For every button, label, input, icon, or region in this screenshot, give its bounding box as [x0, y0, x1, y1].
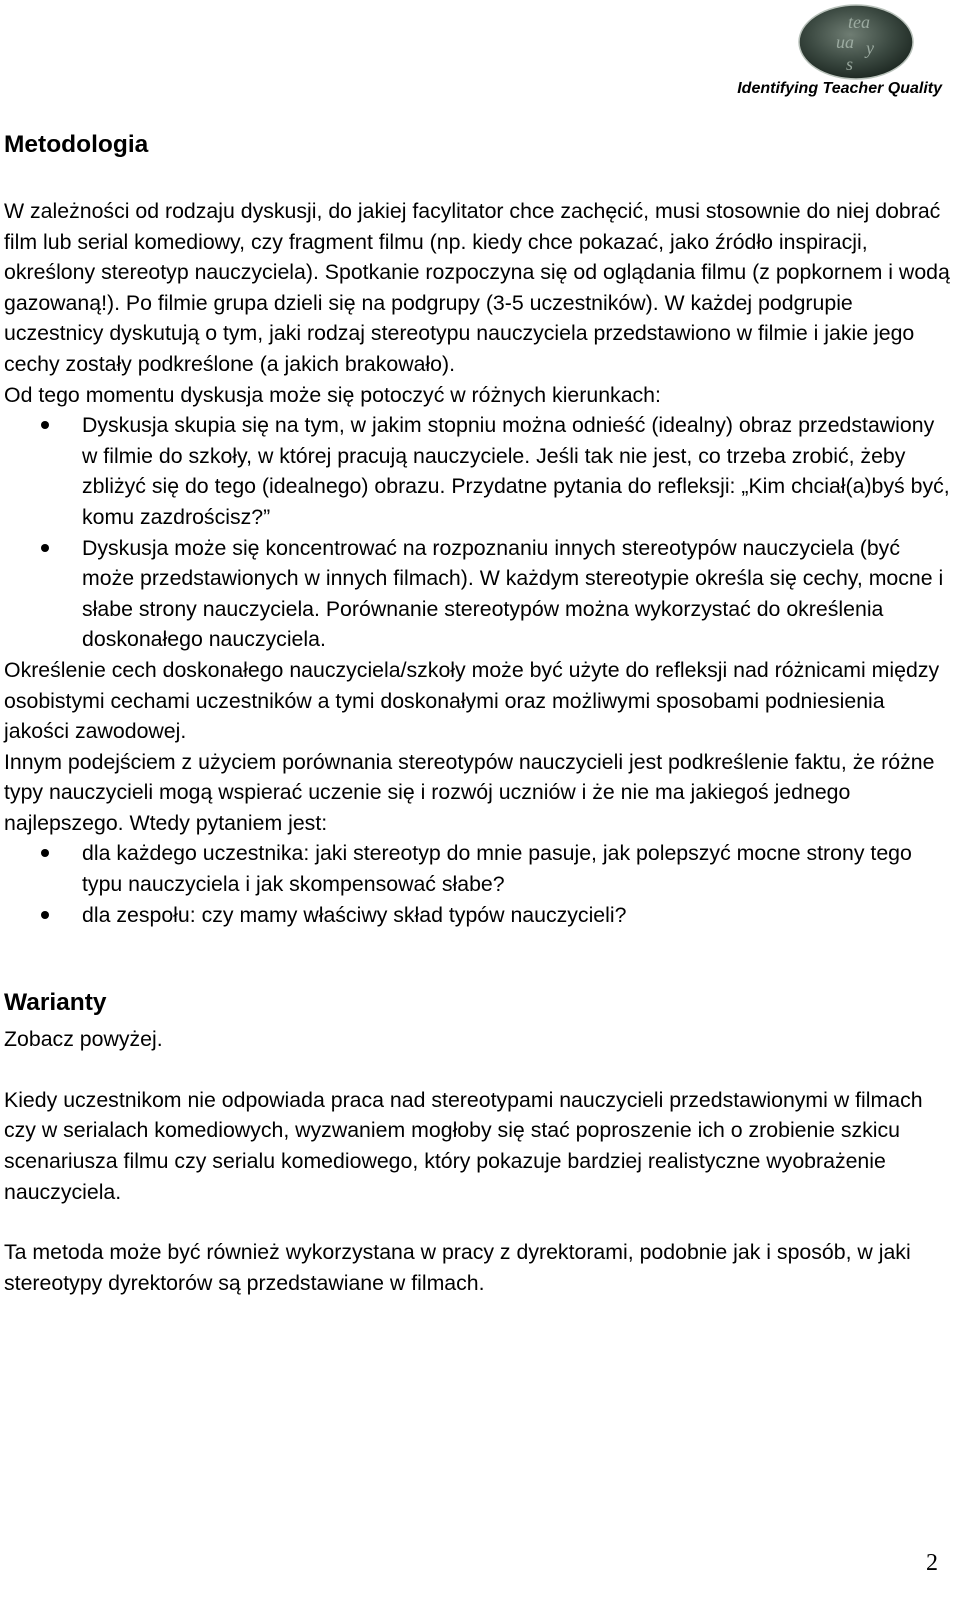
- bullet-list: [4, 410, 950, 655]
- list-item: dla zespołu: czy mamy właściwy skład typów nauczycieli?: [4, 900, 950, 931]
- page-number: 2: [926, 1550, 938, 1576]
- teacher-quality-logo: [796, 2, 916, 82]
- list-item: Dyskusja może się koncentrować na rozpoznaniu innych stereotypów nauczyciela (być może przedstawionych w innych filmach). W każdym stereotypie określa się cechy, mocne i słabe strony nauczyciela. Porównanie stereotypów można wykorzystać do określenia doskonałego nauczyciela.: [4, 533, 950, 655]
- header-title: Identifying Teacher Quality: [737, 80, 942, 97]
- paragraph: Zobacz powyżej.: [4, 1027, 163, 1052]
- paragraph: W zależności od rodzaju dyskusji, do jakiej facylitator chce zachęcić, musi stosownie do niej dobrać film lub serial komediowy, czy fragment filmu (np. kiedy chce pokazać, jako źródło inspiracji, określony stereotyp nauczyciela). Spotkanie rozpoczyna się od oglądania filmu (z popkornem i wodą gazowaną!). Po filmie grupa dzieli się na podgrupy (3-5 uczestników). W każdej podgrupie uczestnicy dyskutują o tym, jaki rodzaj stereotypu nauczyciela przedstawiono w filmie i jakie jego cechy zostały podkreślone (a jakich brakowało).: [4, 199, 950, 376]
- svg-text:ua: ua: [836, 32, 854, 52]
- paragraph: Od tego momentu dyskusja może się potoczyć w różnych kierunkach:: [4, 382, 661, 407]
- paragraph: Kiedy uczestnikom nie odpowiada praca nad stereotypami nauczycieli przedstawionymi w filmach czy w serialach komediowych, wyzwaniem mogłoby się stać poproszenie ich o zrobienie szkicu scenariusza filmu czy serialu komediowego, który pokazuje bardziej realistyczne wyobrażenie nauczyciela.: [4, 1087, 923, 1204]
- logo-text: tea: [848, 12, 870, 32]
- svg-text:y: y: [866, 38, 874, 58]
- bullet-list: [4, 838, 950, 930]
- list-item: dla każdego uczestnika: jaki stereotyp do mnie pasuje, jak polepszyć mocne strony tego typu nauczyciela i jak skompensować słabe?: [4, 838, 950, 899]
- document-body: [4, 130, 950, 1298]
- list-item: Dyskusja skupia się na tym, w jakim stopniu można odnieść (idealny) obraz przedstawiony w filmie do szkoły, w której pracują nauczyciele. Jeśli tak nie jest, co trzeba zrobić, żeby zbliżyć się do tego (idealnego) obrazu. Przydatne pytania do refleksji: „Kim chciał(a)byś być, komu zazdrościsz?”: [4, 410, 950, 532]
- section-heading-warianty: Warianty: [4, 989, 107, 1017]
- paragraph: Ta metoda może być również wykorzystana w pracy z dyrektorami, podobnie jak i sposób, w jaki stereotypy dyrektorów są przedstawiane w filmach.: [4, 1240, 911, 1295]
- paragraph: Określenie cech doskonałego nauczyciela/szkoły może być użyte do refleksji nad różnicami między osobistymi cechami uczestników a tymi doskonałymi oraz możliwymi sposobami podniesienia jakości zawodowej.: [4, 657, 940, 744]
- section-heading-metodologia: Metodologia: [4, 131, 149, 158]
- paragraph: Innym podejściem z użyciem porównania stereotypów nauczycieli jest podkreślenie faktu, że różne typy nauczycieli mogą wspierać uczenie się i rozwój uczniów i że nie ma jakiegoś jednego najlepszego. Wtedy pytaniem jest:: [4, 749, 935, 835]
- svg-text:s: s: [846, 54, 854, 74]
